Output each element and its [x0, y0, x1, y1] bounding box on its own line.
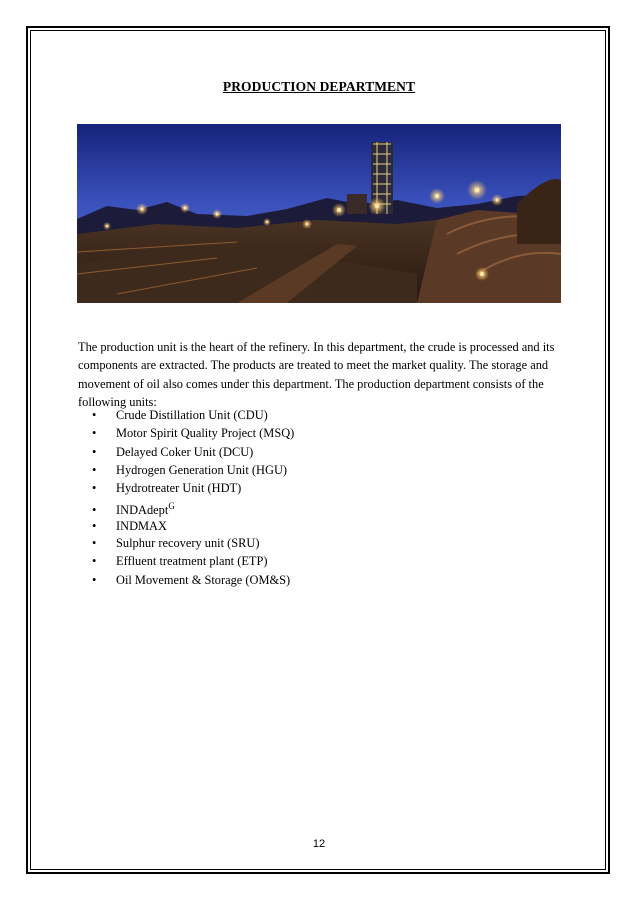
bullet-icon: •	[92, 444, 97, 459]
bullet-icon: •	[92, 503, 97, 518]
list-item	[92, 571, 294, 589]
unit-label: INDAdept$^G$	[116, 501, 175, 518]
list-item	[92, 461, 294, 479]
unit-label: INDMAX	[116, 519, 167, 534]
unit-label: Hydrotreater Unit (HDT)	[116, 481, 242, 496]
bullet-icon: •	[92, 462, 97, 477]
refinery-photo	[77, 124, 561, 303]
unit-label: Effluent treatment plant (ETP)	[116, 554, 268, 569]
bullet-icon: •	[92, 572, 97, 587]
intro-text: The production unit is the heart of the refinery. In this department, the crude is processed and its components are extracted. The products are treated to meet the market quality. The storage and movement of oil also comes under this department. The production department consists of the following units:	[78, 340, 555, 409]
unit-label: Hydrogen Generation Unit (HGU)	[116, 462, 288, 477]
list-item	[92, 534, 294, 552]
list-item	[92, 552, 294, 570]
unit-label: Motor Spirit Quality Project (MSQ)	[116, 426, 295, 441]
bullet-icon: •	[92, 481, 97, 496]
list-item	[92, 424, 294, 442]
bullet-icon: •	[92, 408, 97, 422]
unit-label: Oil Movement & Storage (OM&S)	[116, 572, 291, 587]
bullet-icon: •	[92, 554, 97, 569]
bullet-icon: •	[92, 519, 97, 534]
intro-paragraph	[78, 338, 568, 411]
unit-label: Sulphur recovery unit (SRU)	[116, 536, 260, 551]
page-number: 12	[312, 838, 326, 850]
bullet-icon: •	[92, 426, 97, 441]
units-list	[92, 406, 294, 589]
list-item	[92, 479, 294, 497]
list-item	[92, 497, 294, 519]
unit-label: Crude Distillation Unit (CDU)	[116, 408, 268, 422]
list-item	[92, 406, 294, 424]
list-item	[92, 443, 294, 461]
page-title: PRODUCTION DEPARTMENT	[222, 79, 416, 94]
list-item	[92, 519, 294, 534]
bullet-icon: •	[92, 536, 97, 551]
unit-superscript: G	[168, 501, 175, 512]
unit-label: Delayed Coker Unit (DCU)	[116, 444, 254, 459]
